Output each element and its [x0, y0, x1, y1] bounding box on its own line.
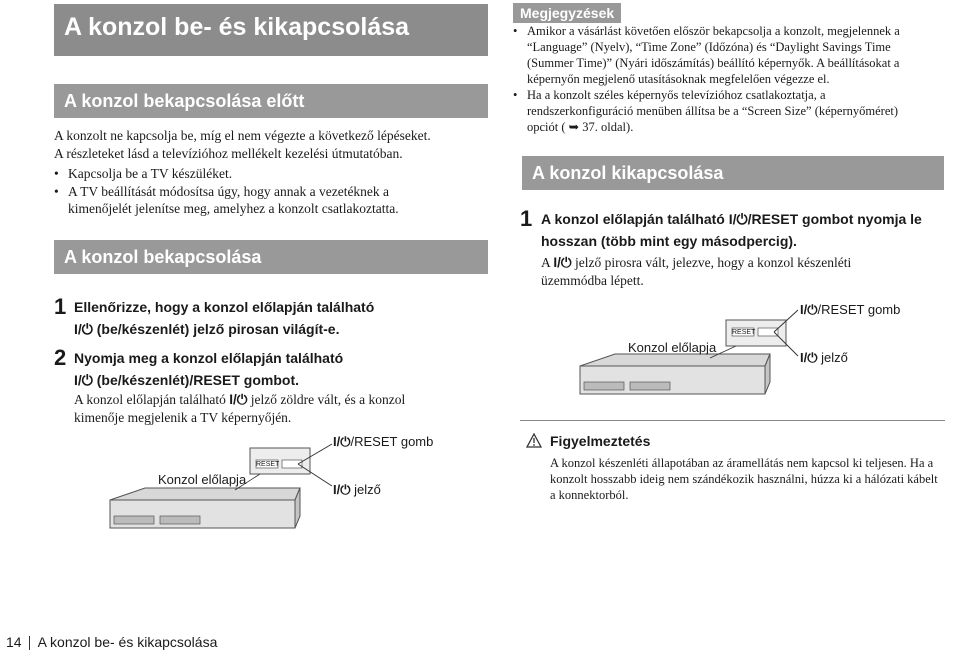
warning-icon — [526, 433, 542, 453]
note-line: képernyőn megjelenő utasításoknak megfelelően végezze el. — [527, 72, 830, 86]
intro-line: A részleteket lásd a televízióhoz mellékelt kezelési útmutatóban. — [54, 145, 403, 161]
warning-text — [550, 455, 950, 503]
page-title: A konzol be- és kikapcsolása — [64, 13, 410, 41]
desc-text: üzemmódba lépett. — [541, 272, 644, 288]
power-standby-icon: I/⏻ — [333, 482, 351, 497]
note-line-text: 37. oldal). — [582, 120, 634, 134]
page-title-bar — [54, 4, 488, 56]
list-item: • Kapcsolja be a TV készüléket. — [54, 165, 494, 183]
note-line — [527, 119, 943, 135]
page-reference-icon: ➥ — [568, 120, 580, 134]
step-1-line — [74, 318, 494, 340]
desc-text: A — [541, 255, 551, 270]
panel-reset-text: RESET — [732, 329, 756, 336]
desc-text: jelző zöldre vált, és a konzol — [250, 392, 406, 407]
warning-divider — [520, 420, 945, 421]
note-item: • Ha a konzolt széles képernyős televízióhoz csatlakoztatja, a rendszerkonfiguráció menüben állítsa be a “Screen Size” (képernyőméret) opciót ( ➥ 37. oldal). — [513, 87, 943, 135]
list-item-text: A TV beállítását módosítsa úgy, hogy annak a vezetéknek a — [68, 183, 390, 199]
section-heading-off — [522, 156, 944, 190]
reset-button-label — [333, 434, 433, 450]
intro-paragraph — [54, 127, 494, 162]
reset-button-label-text: /RESET gomb — [350, 434, 434, 449]
notes-list — [513, 23, 943, 135]
power-standby-icon: I/⏻ — [74, 321, 93, 337]
step-2-title — [74, 347, 494, 391]
note-line-text: opciót ( — [527, 120, 566, 134]
note-line: Amikor a vásárlást követően először bekapcsolja a konzolt, megjelennek a — [527, 24, 900, 38]
off-step-title — [541, 208, 951, 252]
footer — [6, 634, 217, 650]
intro-line: A konzolt ne kapcsolja be, míg el nem végezte a következő lépéseket. — [54, 128, 431, 143]
off-step-line-text: /RESET gombot nyomja le — [747, 211, 922, 227]
step-2-description — [74, 391, 494, 426]
note-line: (Summer Time)” (Nyári időszámítás) beállító képernyők. A beállításokat a — [527, 56, 900, 70]
off-step-line: hosszan (több mint egy másodpercig). — [541, 233, 797, 249]
power-standby-icon: I/⏻ — [553, 255, 572, 270]
step-1-line: Ellenőrizze, hogy a konzol előlapján található — [74, 299, 375, 315]
step-2-line2-text: (be/készenlét)/RESET gombot. — [96, 372, 299, 388]
list-item-text: kimenőjelét jelenítse meg, amelyhez a konzolt csatlakoztatta. — [68, 201, 399, 216]
section-heading-off-text: A konzol kikapcsolása — [532, 163, 724, 183]
footer-divider — [29, 636, 30, 650]
power-standby-icon: I/⏻ — [728, 211, 748, 227]
step-2-line — [74, 369, 494, 391]
step-2-line: Nyomja meg a konzol előlapján található — [74, 350, 344, 366]
indicator-label-text: jelző — [821, 350, 848, 365]
indicator-label — [800, 350, 848, 366]
step-number: 2 — [54, 345, 67, 370]
notes-tag: Megjegyzések — [513, 3, 621, 23]
power-standby-icon: I/⏻ — [333, 434, 351, 449]
step-1-title — [74, 296, 494, 340]
warning-line: a konnektorból. — [550, 488, 629, 502]
warning-heading: Figyelmeztetés — [550, 433, 651, 449]
section-heading-before-text: A konzol bekapcsolása előtt — [64, 91, 305, 111]
indicator-label — [333, 482, 381, 498]
note-line: rendszerkonfiguráció menüben állítsa be a “Screen Size” (képernyőméret) — [527, 104, 899, 118]
off-step-line-text: A konzol előlapján található — [541, 211, 725, 227]
warning-line: A konzol készenléti állapotában az áramellátás nem kapcsol ki teljesen. Ha a — [550, 456, 934, 470]
power-standby-icon: I/⏻ — [74, 372, 93, 388]
preparation-list — [54, 165, 494, 218]
list-item: • A TV beállítását módosítsa úgy, hogy annak a vezetéknek a kimenőjelét jelenítse meg, amelyhez a konzolt csatlakoztatta. — [54, 183, 494, 218]
note-line: “Language” (Nyelv), “Time Zone” (Időzóna) és “Daylight Savings Time — [527, 40, 891, 54]
console-front-figure-off — [560, 296, 950, 406]
warning-line: konzolt hosszabb ideig nem szándékozik használni, húzza ki a hálózati kábelt — [550, 472, 938, 486]
off-step-description — [541, 254, 951, 289]
footer-title: A konzol be- és kikapcsolása — [37, 634, 218, 650]
step-number: 1 — [520, 206, 533, 231]
reset-button-label — [800, 302, 900, 318]
list-item-text: Kapcsolja be a TV készüléket. — [68, 166, 233, 181]
indicator-label-text: jelző — [354, 482, 381, 497]
power-standby-icon: I/⏻ — [800, 350, 818, 365]
note-line: Ha a konzolt széles képernyős televízióhoz csatlakoztatja, a — [527, 88, 826, 102]
panel-reset-text: RESET — [256, 461, 280, 468]
section-heading-on-text: A konzol bekapcsolása — [64, 247, 262, 267]
console-front-figure — [100, 430, 500, 540]
step-1-line2-text: (be/készenlét) jelző pirosan világít-e. — [96, 321, 340, 337]
desc-text: A konzol előlapján található — [74, 392, 226, 407]
step-number: 1 — [54, 294, 67, 319]
console-front-label: Konzol előlapja — [158, 472, 247, 487]
console-front-label: Konzol előlapja — [628, 340, 717, 355]
desc-text: jelző pirosra vált, jelezve, hogy a konzol készenléti — [574, 255, 852, 270]
reset-button-label-text: /RESET gomb — [817, 302, 901, 317]
section-heading-before — [54, 84, 488, 118]
section-heading-on — [54, 240, 488, 274]
power-standby-icon: I/⏻ — [229, 392, 248, 407]
power-standby-icon: I/⏻ — [800, 302, 818, 317]
desc-text: kimenője megjelenik a TV képernyőjén. — [74, 409, 292, 425]
off-step-line — [541, 208, 951, 230]
page-number: 14 — [6, 634, 22, 650]
note-item: • Amikor a vásárlást követően először bekapcsolja a konzolt, megjelennek a “Language” (Nyelv), “Time Zone” (Időzóna) és “Daylight Savings Time (Summer Time)” (Nyári időszámítás) beállító képernyők. A beállításokat a képernyőn megjelenő utasításoknak megfelelően végezze el. — [513, 23, 943, 87]
